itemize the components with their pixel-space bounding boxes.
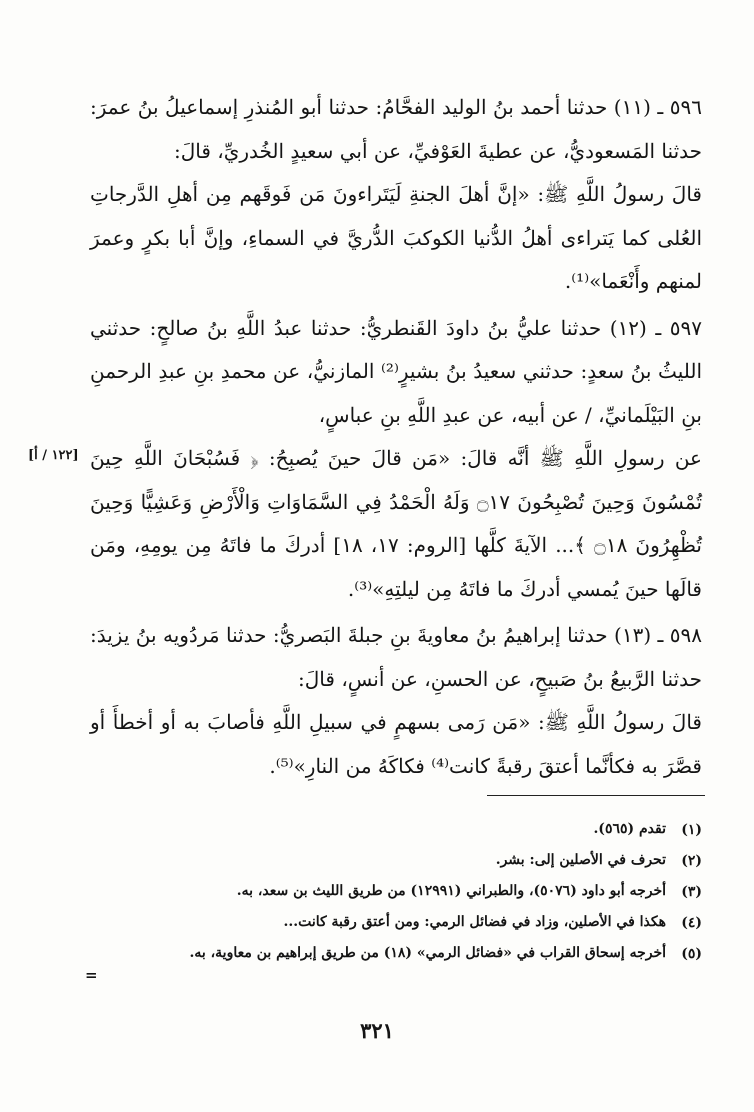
footnote-text: أخرجه أبو داود (٥٠٧٦)، والطبراني (١٢٩٩١) من طريق الليث بن سعد، به.: [236, 883, 666, 899]
footnote-4: [100, 908, 702, 939]
footnote-number: (١): [681, 822, 702, 838]
footnote-text: أخرجه إسحاق القراب في «فضائل الرمي» (١٨) من طريق إبراهيم بن معاوية، به.: [189, 945, 666, 961]
footnote-text: تقدم (٥٦٥).: [593, 821, 666, 837]
footnote-3: [100, 877, 702, 908]
footnotes: [100, 815, 702, 970]
footnote-1: [100, 815, 702, 846]
hadith-596-matn: قالَ رسولُ اللَّهِ ﷺ: «إنَّ أهلَ الجنةِ لَيَتَراءونَ مَن فَوقَهم مِن أهلِ الدَّرجاتِ العُلى كما يَتراءى أهلُ الدُّنيا الكوكبَ الدُّريَّ في السماءِ، وإنَّ أبا بكرٍ وعمرَ لمنهم وأَنْعَما»⁽¹⁾.: [90, 182, 702, 293]
main-text: [90, 86, 702, 788]
footnote-number: (٢): [681, 853, 702, 869]
hadith-598-matn: قالَ رسولُ اللَّهِ ﷺ: «مَن رَمى بسهمٍ في سبيلِ اللَّهِ فأصابَ به أو أخطأَ أو قصَّرَ به فكأنَّما أعتقَ رقبةً كانت⁽⁴⁾ فكاكَهُ من النارِ»⁽⁵⁾.: [90, 710, 702, 778]
footnote-text: تحرف في الأصلين إلى: بشر.: [495, 852, 666, 868]
footnote-continuation-mark: =: [85, 966, 98, 984]
footnote-text: هكذا في الأصلين، وزاد في فضائل الرمي: ومن أعتق رقبة كانت...: [283, 914, 666, 930]
page-number: ٣٢١: [360, 1018, 394, 1043]
footnote-divider: [487, 795, 705, 796]
footnote-2: [100, 846, 702, 877]
footnote-number: (٤): [681, 915, 702, 931]
hadith-598-isnad: ٥٩٨ ـ (١٣) حدثنا إبراهيمُ بنُ معاويةَ بنِ جبلةَ البَصريُّ: حدثنا مَردُويه بنُ يزيدَ: حدثنا الرَّبيعُ بنُ صَبيحٍ، عن الحسنِ، عن أنسٍ، قالَ:: [90, 623, 702, 691]
hadith-596-isnad: ٥٩٦ ـ (١١) حدثنا أحمد بنُ الوليد الفحَّامُ: حدثنا أبو المُنذرِ إسماعيلُ بنُ عمرَ: حدثنا المَسعوديُّ، عن عطيةَ العَوْفيِّ، عن أبي سعيدٍ الخُدريِّ، قالَ:: [90, 95, 702, 163]
footnote-number: (٥): [681, 946, 702, 962]
footnote-5: [100, 939, 702, 970]
hadith-597-matn: عن رسولِ اللَّهِ ﷺ أنَّه قالَ: «مَن قالَ حينَ يُصبِحُ: ﴿ فَسُبْحَانَ اللَّهِ حِينَ تُمْسُونَ وَحِينَ تُصْبِحُونَ ۝١٧ وَلَهُ الْحَمْدُ فِي السَّمَاوَاتِ وَالْأَرْضِ وَعَشِيًّا وَحِينَ تُظْهِرُونَ ۝١٨ ﴾... الآيةَ كلَّها [الروم: ١٧، ١٨] أدركَ ما فاتَهُ مِن يومِهِ، ومَن قالَها حينَ يُمسي أدركَ ما فاتَهُ مِن ليلتِهِ»⁽³⁾.: [90, 446, 703, 601]
manuscript-folio-note: [١٢٢ / أ]: [28, 448, 79, 463]
hadith-597-isnad: ٥٩٧ ـ (١٢) حدثنا عليُّ بنُ داودَ القَنطريُّ: حدثنا عبدُ اللَّهِ بنُ صالحٍ: حدثني الليثُ بنُ سعدٍ: حدثني سعيدُ بنُ بشيرٍ⁽²⁾ المازنيُّ، عن محمدِ بنِ عبدِ الرحمنِ بنِ البَيْلَمانيِّ، / عن أبيه، عن عبدِ اللَّهِ بنِ عباسٍ،: [90, 315, 702, 427]
footnote-number: (٣): [681, 884, 702, 900]
